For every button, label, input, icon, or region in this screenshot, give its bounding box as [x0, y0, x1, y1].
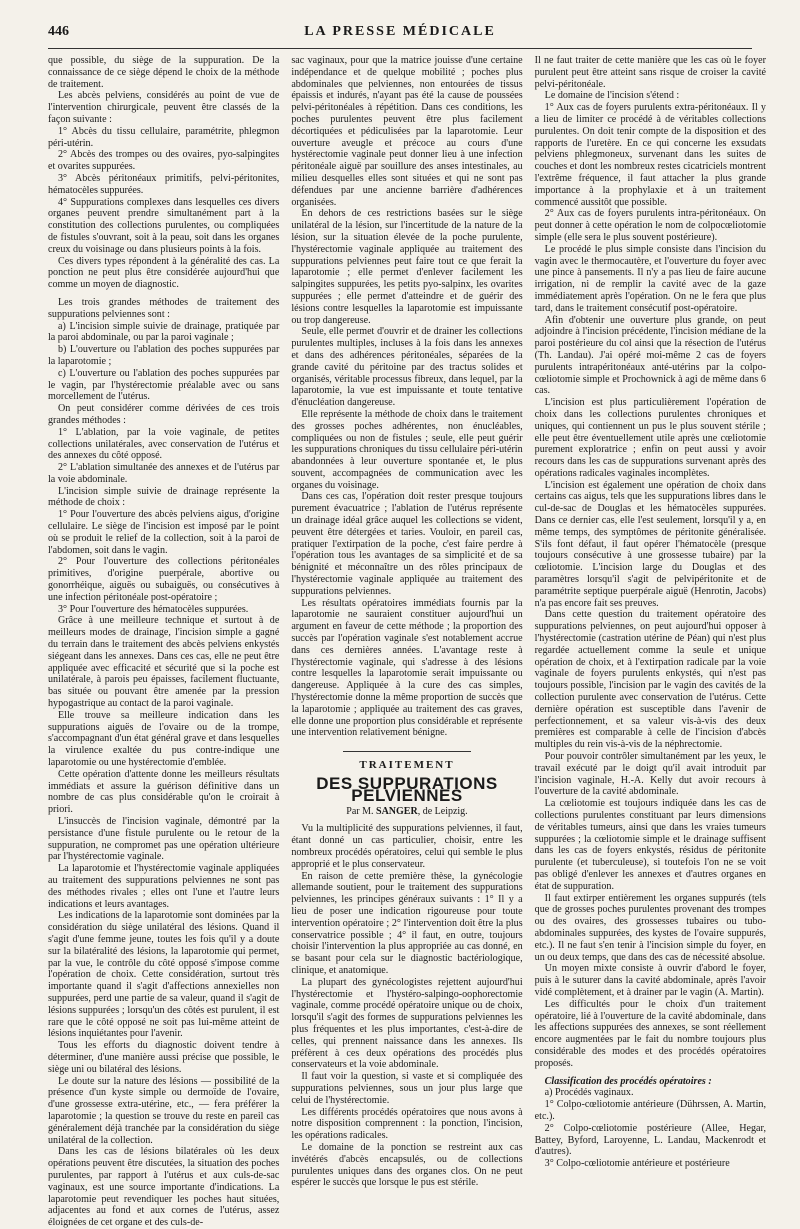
page-number: 446	[48, 24, 69, 39]
paragraph: Il faut extirper entièrement les organes suppurés (tels que de grosses poches purulentes provenant des trompes ou des ovaires, des grossesses tubaires ou tubo-abdominales suppurées, des kystes de l'ovaire suppurés, etc.). Il ne faut s'en tenir à l'incision simple du foyer, en un ou deux temps, que dans des cas de nécessité absolue.	[534, 892, 766, 963]
paragraph: Les trois grandes méthodes de traitement des suppurations pelviennes sont :	[48, 296, 280, 320]
paragraph: Seule, elle permet d'ouvrir et de drainer les collections purulentes multiples, incluses à la fois dans les annexes et dans des adhérences péritonéales, séparées de la grande cavité du péritoine par des tractus solides et organisés, véritable processus fibreux, dans lequel, par la laparotomie, la vue est impuissante et toute tentative d'énucléation dangereuse.	[291, 326, 523, 409]
text-columns	[48, 55, 766, 1229]
paragraph: La laparotomie et l'hystérectomie vaginale appliquées au traitement des suppurations pelviennes ne sont pas des méthodes rivales ; elles ont l'une et l'autre leurs indications et leurs avantages.	[48, 863, 280, 910]
list-item: b) L'ouverture ou l'ablation des poches suppurées par la laparotomie ;	[48, 344, 280, 367]
paragraph: L'incision est plus particulièrement l'opération de choix dans les collections purulentes chroniques et uniques, qui contiennent un pus le plus souvent stérile ; elle peut être éventuellement utile après une cœliotomie purement exploratrice ; enfin on peut aussi y avoir recours dans les cas de suppurations survenant après des opérations radicales vaginales incomplètes.	[534, 397, 766, 479]
paragraph: Le doute sur la nature des lésions — possibilité de la présence d'un kyste simple ou dermoïde de l'ovaire, d'une grossesse extra-utérine, etc., — fera préférer la laparotomie ; la question se trouve du reste en pareil cas généralement déjà tranchée par la considération du siège unilatéral de la collection.	[48, 1075, 280, 1146]
journal-title: LA PRESSE MÉDICALE	[304, 24, 496, 39]
list-item: 2° Pour l'ouverture des collections péritonéales primitives, d'origine puerpérale, abortive ou gonorrhéique, aiguës ou subaiguës, ou consécutives à une infection péritonéale post-opératoire ;	[48, 556, 280, 603]
list-item: a) L'incision simple suivie de drainage, pratiquée par la paroi abdominale, ou par la paroi vaginale ;	[48, 320, 280, 344]
paragraph: Les résultats opératoires immédiats fournis par la laparotomie ne sauraient constituer aujourd'hui un argument en faveur de cette méthode ; la proportion des succès par l'opération vaginale s'est notablement accrue dans ces dernières années. L'avantage reste à l'hystérectomie vaginale, qui s'adresse à des lésions contre lesquelles la laparotomie serait impuissante ou dangereuse. Appliquée à la cure des cas simples, l'hystérectomie donne la même proportion de succès que la laparotomie ; appliquée au traitement des cas graves, elle donne une proportion plus considérable et représente une intervention relativement bénigne.	[291, 597, 523, 739]
byline	[291, 806, 522, 818]
paragraph: Dans ces cas, l'opération doit rester presque toujours purement évacuatrice ; l'ablation de l'utérus représente un drainage idéal grâce auquel les collections se vident, peuvent être détergées et taries. Vouloir, en pareil cas, pratiquer l'extirpation de la poche, c'est faire perdre à l'opération tous les avantages de sa simplicité et de sa bénignité et méconnaître un des rôles principaux de l'hystérectomie vaginale appliquée au traitement des suppurations pelviennes.	[291, 491, 523, 597]
paragraph: L'incision simple suivie de drainage représente la méthode de choix :	[48, 485, 280, 509]
list-item: 3° Pour l'ouverture des hématocèles suppurées.	[58, 603, 249, 615]
list-item: c) L'ouverture ou l'ablation des poches suppurées par le vagin, par l'hystérectomie préalable avec ou sans morcellement de l'utérus.	[48, 367, 280, 403]
paragraph: On peut considérer comme dérivées de ces trois grandes méthodes :	[48, 403, 280, 426]
list-item: 2° L'ablation simultanée des annexes et de l'utérus par la voie abdominale.	[48, 462, 280, 485]
paragraph: Ces divers types répondent à la généralité des cas. La ponction ne peut plus être considérée aujourd'hui que comme un moyen de diagnostic.	[48, 255, 280, 291]
list-item: 3° Colpo-cœliotomie antérieure et postérieure	[544, 1158, 730, 1170]
column-2	[291, 55, 523, 1189]
section-label: TRAITEMENT	[359, 759, 455, 772]
list-item: 1° Colpo-cœliotomie antérieure (Dührssen, A. Martin, etc.).	[534, 1099, 766, 1122]
paragraph: Dans les cas de lésions bilatérales où les deux opérations peuvent être discutées, la situation des poches purulentes, par rapport à l'utérus et aux culs-de-sac vaginaux, est une source importante d'indications. La laparotomie peut revendiquer les poches haut situées, adjacentes au fond et aux cornes de l'utérus, assez éloignées de cet organe et des culs-de-	[48, 1146, 280, 1229]
page-header	[48, 24, 752, 46]
paragraph: La cœliotomie est toujours indiquée dans les cas de collections purulentes constituant par leurs dimensions de véritables tumeurs, ainsi que dans les vraies tumeurs suppurées ; la cœliotomie simple et le drainage suffisent dans les cas de foyers enkystés, résidus de péritonite purulente (et tuberculeuse), si toutefois l'on ne se voit pas obligé d'enlever les annexes et d'autres organes en état de suppuration.	[534, 798, 766, 892]
paragraph: Dans cette question du traitement opératoire des suppurations pelviennes, on peut aujourd'hui opposer à l'hystérectomie (castration utérine de Péan) qui n'est plus regardée actuellement comme la seule et unique opération de choix, et à l'extirpation radicale par la voie vaginale de foyers purulents enkystés, qui n'est pas toujours possible, l'incision par le vagin des cavités de la collection purulente avec conservation de l'utérus. Cette dernière opération est susceptible dans l'avenir de perfectionnement, et sa valeur vis-à-vis des deux premières est comparable à celle de l'incision d'abcès multiples du rein vis-à-vis de la néphrectomie.	[534, 609, 766, 751]
paragraph: Afin d'obtenir une ouverture plus grande, on peut adjoindre à l'incision précédente, l'incision médiane de la paroi postérieure du col ainsi que la résection de l'utérus (Th. Landau). J'ai opéré moi-même 2 cas de foyers purulents intrapéritonéaux anté-utérins par la colpo-cœliotomie simple et Prochownick à agi de même dans 6 cas.	[534, 314, 766, 397]
paragraph: Cette opération d'attente donne les meilleurs résultats immédiats et assure la guérison définitive dans un nombre de cas plus considérable qu'on le croirait à priori.	[48, 768, 280, 816]
paragraph: Le procédé le plus simple consiste dans l'incision du vagin avec le thermocautère, et l'ouverture du foyer avec une pince à pansements. Il n'y a pas lieu de faire aucune irrigation, ni de remplir la cavité avec de la gaze immédiatement après l'opération. On ne le fera que plus tard, dans le traitement consécutif post-opératoire.	[534, 243, 766, 314]
paragraph: Les différents procédés opératoires que nous avons à notre disposition comprennent : la ponction, l'incision, les opérations radicales.	[291, 1106, 523, 1142]
list-item: 1° L'ablation, par la voie vaginale, de petites collections unilatérales, avec conservation de l'utérus et des annexes du côté opposé.	[48, 426, 280, 462]
paragraph: La plupart des gynécologistes rejettent aujourd'hui l'hystérectomie et l'hystéro-salpingo-oophorectomie vaginale, comme procédé opératoire unique ou de choix, lorsqu'il s'agit des formes de suppurations pelviennes les plus fréquentes et les plus importantes, c'est-à-dire de celles, qui prennent naissance dans les annexes. Ils préfèrent à ces deux opérations des procédés plus conservateurs et la voie abdominale.	[291, 976, 523, 1071]
paragraph: Les difficultés pour le choix d'un traitement opératoire, lié à l'ouverture de la cavité abdominale, dans les affections suppurées des annexes, se sont réellement encore augmentées par le fait du nombre toujours plus considérable des modes et des procédés opératoires proposés.	[534, 998, 766, 1069]
paragraph: sac vaginaux, pour que la matrice jouisse d'une certaine indépendance et de quelque mobilité ; poches plus abdominales que pelviennes, non entourées de tissus épaissis et indurés, n'ayant pas été la cause de poussées pelvi-péritonéales à répétition. Dans ces conditions, les poches purulentes peuvent être plus facilement décortiquées et pédiculisées par la laparotomie. Leur ouverture aveugle et précoce au cours d'une hystérectomie vaginale peut donner lieu à une infection péritonéale aiguë par souillure des anses intestinales, au milieu desquelles elles sont situées et qui ne sont pas défendues par une ancienne barrière d'adhérences organisées.	[291, 55, 523, 208]
list-item: 2° Abcès des trompes ou des ovaires, pyo-salpingites et ovarites suppurées.	[48, 149, 280, 173]
column-3	[534, 55, 766, 1170]
paragraph: Elle trouve sa meilleure indication dans les suppurations aiguës de l'ovaire ou de la trompe, s'accompagnant d'un état général grave et dans lesquelles la virulence exaltée du pus contre-indique une laparotomie ou une hystérectomie d'emblée.	[48, 709, 280, 769]
paragraph: Pour pouvoir contrôler simultanément par les yeux, le travail exécuté par le doigt qu'il avait introduit par l'incision vaginale, H.-A. Kelly dut avoir recours à l'ouverture de la cavité abdominale.	[534, 751, 766, 798]
paragraph: Grâce à une meilleure technique et surtout à de meilleurs modes de drainage, l'incision simple a gagné du terrain dans le traitement des abcès pelviens enkystés siégeant dans les annexes. Dans ces cas, elle ne peut être appliquée avec efficacité et sécurité que si la poche est unilatérale, à parois peu épaisses, facilement fluctuante, bas située ou pouvant être amenée par la pression hypogastrique au contact de la paroi vaginale.	[48, 615, 280, 710]
paragraph: L'incision est également une opération de choix dans certains cas aigus, tels que les suppurations libres dans le cul-de-sac de Douglas et les hématocèles suppurées. Dans ce dernier cas, elle l'est seulement, lorsqu'il y a, en même temps, des symptômes de péritonite généralisée. S'ils font défaut, il faut opérer l'hématocèle (presque toujours consécutive à une grossesse tubaire) par la cœliotomie. L'incision large du Douglas et des paramètres lorsqu'il s'agit de pelvipéritonite et de paramétrite septique puerpérale aiguë (Henrotin, Jacobs) n'a pas encore fait ses preuves.	[534, 479, 766, 609]
list-item: 1° Pour l'ouverture des abcès pelviens aigus, d'origine cellulaire. Le siège de l'incision est imposé par le point où se produit le relief de la collection, soit à la paroi de l'abdomen, soit dans le vagin.	[48, 509, 280, 556]
paragraph: Vu la multiplicité des suppurations pelviennes, il faut, étant donné un cas particulier, choisir, entre les nombreux procédés opératoires, celui qui semble le plus approprié et le plus conservateur.	[291, 823, 523, 870]
paragraph: En raison de cette première thèse, la gynécologie allemande soutient, pour le traitement des suppurations pelviennes, les principes généraux suivants : 1° Il y a lieu de poser une indication rigoureuse pour toute intervention opératoire ; 2° l'intervention doit être la plus conservatrice possible ; 4° il faut, en outre, toujours choisir l'intervention la plus appropriée au cas donné, en se basant pour cela sur le diagnostic bactériologique, clinique, et anatomique.	[291, 870, 523, 976]
list-item: 2° Colpo-cœliotomie postérieure (Allee, Hegar, Battey, Byford, Laroyenne, L. Landau, Mackenrodt et d'autres).	[534, 1122, 766, 1158]
paragraph: Le domaine de l'incision s'étend :	[544, 90, 680, 102]
article-title: DES SUPPURATIONS PELVIENNES	[316, 774, 498, 805]
paragraph: Tous les efforts du diagnostic doivent tendre à déterminer, d'une manière aussi précise que possible, le siège uni ou bilatéral des lésions.	[48, 1040, 280, 1075]
list-item: 3° Abcès péritonéaux primitifs, pelvi-péritonites, hématocèles suppurées.	[48, 172, 280, 196]
paragraph: Le domaine de la ponction se restreint aux cas invétérés d'abcès encapsulés, ou de collections purulentes uniques dans des organes clos. On ne peut espérer le succès que lorsque le pus est stérile.	[291, 1141, 523, 1189]
list-item: 1° Aux cas de foyers purulents extra-péritonéaux. Il y a lieu de limiter ce procédé à de véritables collections purulentes. On doit tenir compte de la disposition et des rapports de l'uretère. En ce qui concerne les exsudats pelviens phlegmoneux, survenant dans les suites de couches et dont les nombreux restes cicatriciels montrent l'extrême fréquence, il faut attacher la plus grande importance à la prophylaxie et à un traitement commencé aussitôt que possible.	[534, 102, 766, 208]
paragraph: En dehors de ces restrictions basées sur le siège unilatéral de la lésion, sur l'incertitude de la nature de la lésion, sur la situation élevée de la poche purulente, l'hystérectomie vaginale appliquée au traitement des suppurations pelviennes peut faire tout ce que ferait la laparotomie ; elle permet d'enlever facilement les salpingites suppurées, les petits pyo-salpinx, les ovarites suppurées ; elle permet d'atteindre et de guérir des lésions contre lesquelles la laparotomie est impuissante ou trop dangereuse.	[291, 208, 523, 326]
paragraph: que possible, du siège de la suppuration. De la connaissance de ce siège dépend le choix de la méthode de traitement.	[48, 55, 280, 90]
list-item: 4° Suppurations complexes dans lesquelles ces divers organes peuvent prendre simultanément part à la constitution des collections purulentes, ou compliquées de fistules s'ouvrant, soit à la peau, soit dans les organes creux du voisinage ou dans plusieurs points à la fois.	[48, 196, 280, 255]
byline-prefix: Par M.	[346, 805, 374, 817]
paragraph: Il faut voir la question, si vaste et si compliquée des suppurations pelviennes, sous un jour plus large que celui de l'hystérectomie.	[291, 1071, 523, 1106]
header-rule	[48, 48, 752, 49]
author-name: SANGER	[376, 805, 418, 817]
list-item: 2° Aux cas de foyers purulents intra-péritonéaux. On peut donner à cette opération le nom de colpocœliotomie simple (elle sera le plus souvent postérieure).	[534, 208, 766, 243]
paragraph: Il ne faut traiter de cette manière que les cas où le foyer purulent peut être atteint sans risque de croiser la cavité pelvi-péritonéale.	[534, 55, 766, 90]
paragraph: Elle représente la méthode de choix dans le traitement des grosses poches adhérentes, non énucléables, compliquées ou non de fistules ; seule, elle peut guérir les suppurations chroniques du tissu cellulaire péri-utérin abandonnées à leur ouverture spontanée et, le plus souvent, accompagnées de communication avec les organes du voisinage.	[291, 408, 523, 491]
list-item: 1° Abcès du tissu cellulaire, paramétrite, phlegmon péri-utérin.	[48, 125, 280, 149]
article-separator	[343, 751, 470, 752]
subheading: Classification des procédés opératoires :	[544, 1075, 712, 1087]
column-1	[48, 55, 280, 1229]
paragraph: Un moyen mixte consiste à ouvrir d'abord le foyer, puis à le suturer dans la cavité abdominale, après l'avoir vidé complètement, et à drainer par le vagin (A. Martin).	[534, 963, 766, 998]
paragraph: Les abcès pelviens, considérés au point de vue de l'intervention chirurgicale, peuvent être classés de la façon suivante :	[48, 90, 280, 125]
paragraph: Les indications de la laparotomie sont dominées par la considération du siège unilatéral des lésions. Quand il s'agit d'une femme jeune, toutes les fois qu'il y a doute sur la bilatéralité des lésions, la laparotomie qui permet, par la vue, le contrôle du côté opposé s'impose comme l'opération de choix. Cette considération, surtout très importante quand il s'agit d'affections annexielles non suppurées, perd une partie de sa valeur, quand il s'agit de lésions suppurées ; lorsqu'un des côtés est purulent, il est rare que le côté opposé ne soit pas lui-même atteint de lésions inquiétantes pour l'avenir.	[48, 910, 280, 1040]
byline-suffix: , de Leipzig.	[417, 805, 468, 817]
list-item: a) Procédés vaginaux.	[544, 1087, 634, 1099]
paragraph: L'insuccès de l'incision vaginale, démontré par la persistance d'une fistule purulente ou le retour de la suppuration, ne compromet pas une opération ultérieure par l'hystérectomie vaginale.	[48, 816, 280, 863]
